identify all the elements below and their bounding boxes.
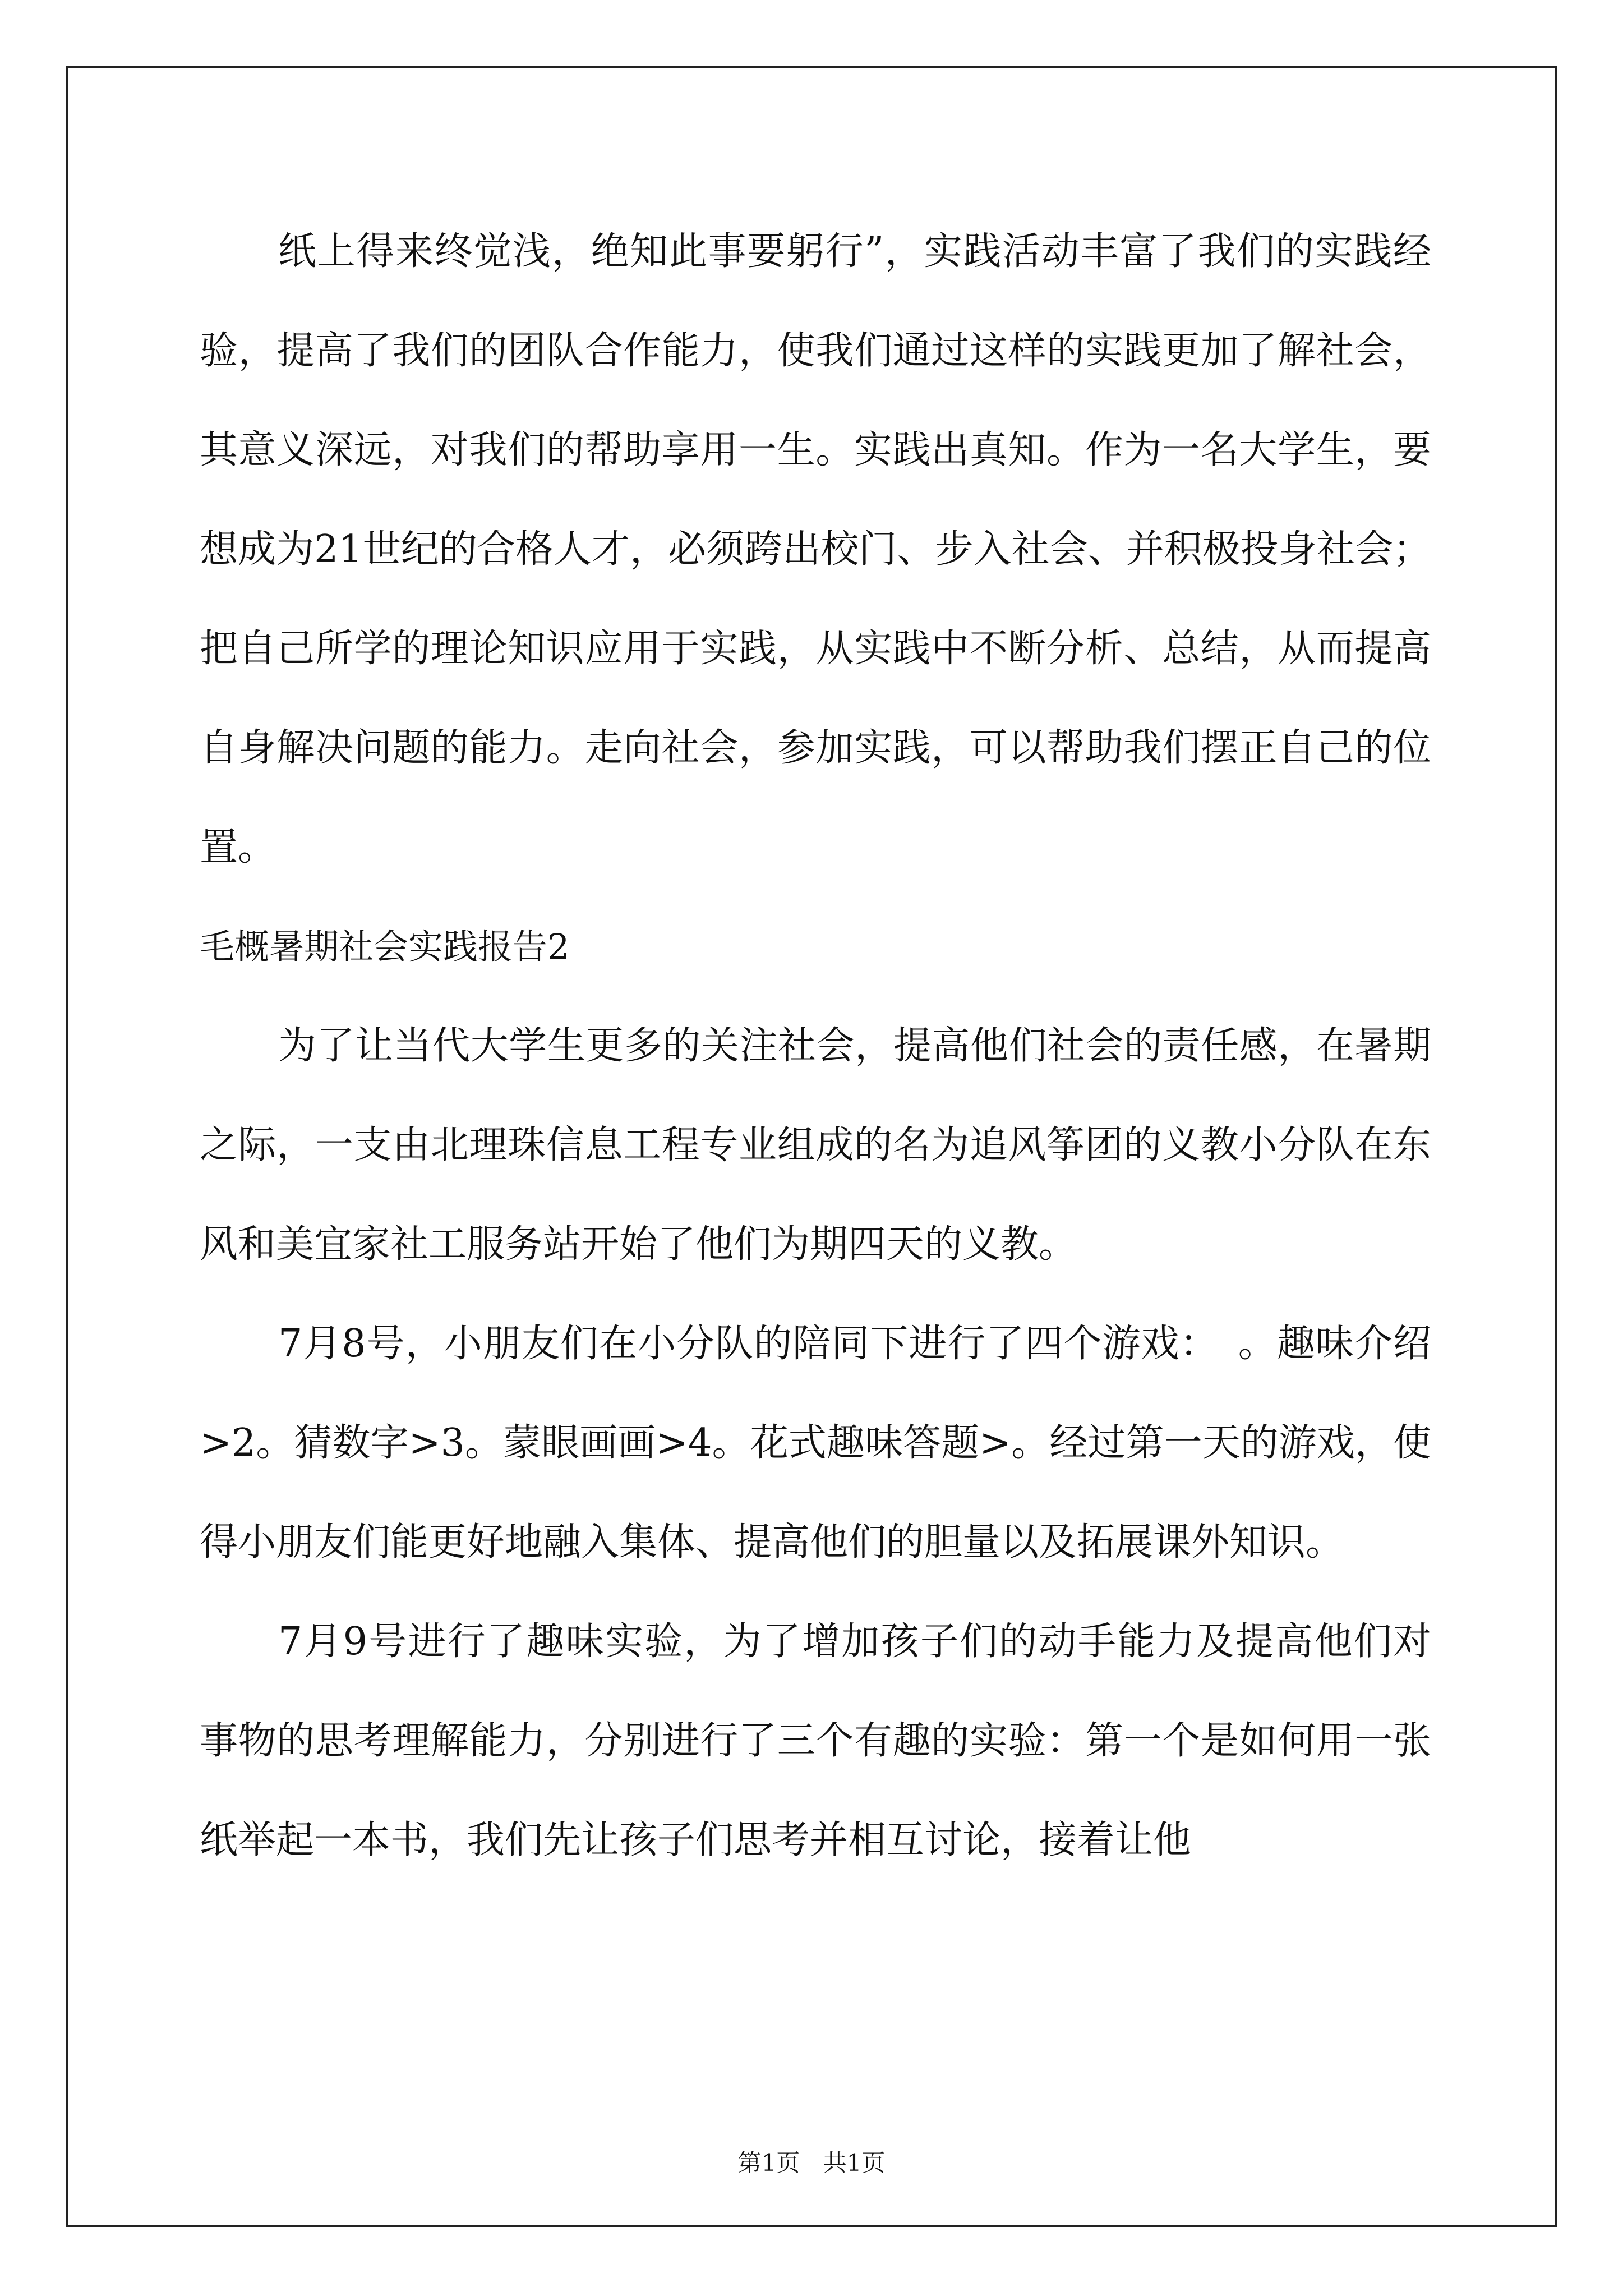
section-heading: 毛概暑期社会实践报告2	[200, 926, 570, 967]
page-footer	[0, 2146, 1623, 2180]
paragraph: 纸上得来终觉浅，绝知此事要躬行”，实践活动丰富了我们的实践经验，提高了我们的团队合作能力，使我们通过这样的实践更加了解社会，其意义深远，对我们的帮助享用一生。实践出真知。作为一名大学生，要想成为21世纪的合格人才，必须跨出校门、步入社会、并积极投身社会；把自己所学的理论知识应用于实践，从实践中不断分析、总结，从而提高自身解决问题的能力。走向社会，参加实践，可以帮助我们摆正自己的位置。	[200, 229, 1431, 869]
page-number: 第1页	[737, 2149, 800, 2177]
paragraph: 7月9号进行了趣味实验，为了增加孩子们的动手能力及提高他们对事物的思考理解能力，分别进行了三个有趣的实验：第一个是如何用一张纸举起一本书，我们先让孩子们思考并相互讨论，接着让他	[200, 1619, 1431, 1862]
page-total: 共1页	[823, 2149, 886, 2177]
paragraph: 为了让当代大学生更多的关注社会，提高他们社会的责任感，在暑期之际，一支由北理珠信息工程专业组成的名为追风筝团的义教小分队在东风和美宜家社工服务站开始了他们为期四天的义教。	[200, 1024, 1431, 1267]
paragraph: 7月8号，小朋友们在小分队的陪同下进行了四个游戏： 。趣味介绍>2。猜数字>3。蒙眼画画>4。花式趣味答题>。经过第一天的游戏，使得小朋友们能更好地融入集体、提高他们的胆量以及拓展课外知识。	[200, 1322, 1431, 1565]
document-body	[200, 202, 1431, 1890]
